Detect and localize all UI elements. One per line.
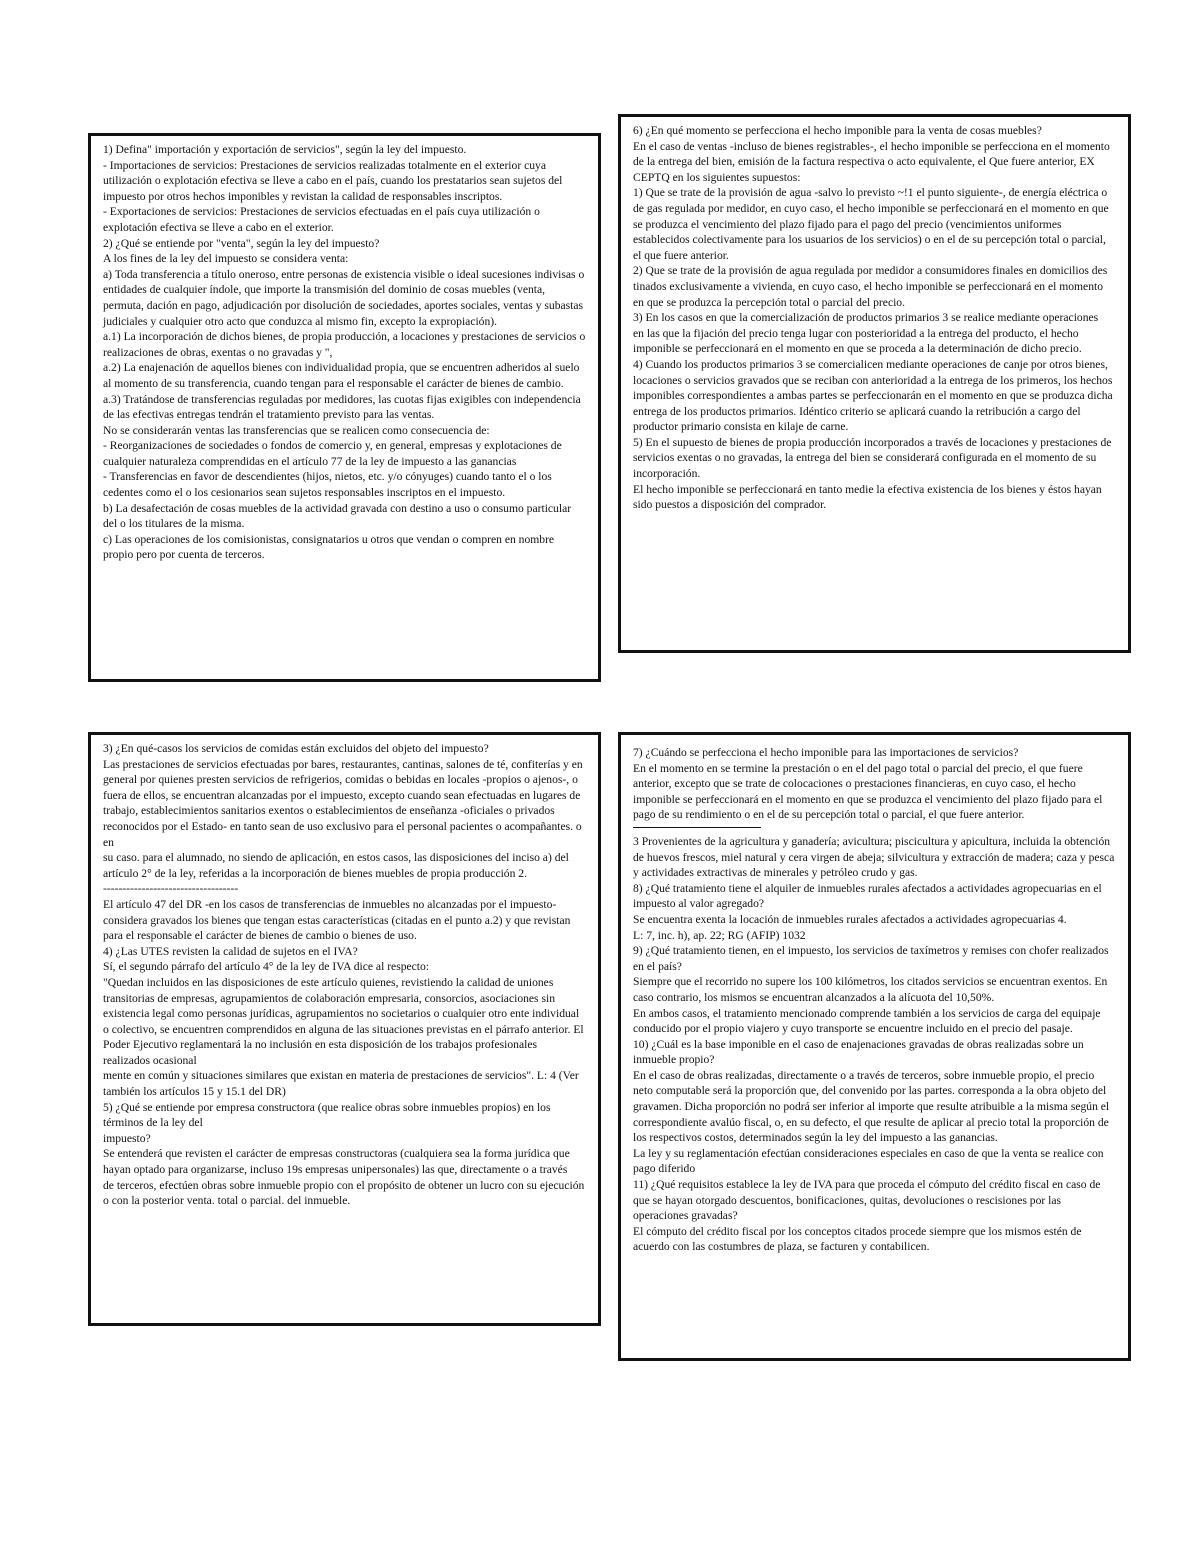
- paragraph: 11) ¿Qué requisitos establece la ley de IVA para que proceda el cómputo del crédito fiscal en caso de que se hayan otorgado descuentos, bonificaciones, quitas, devoluciones o rescisiones por las operaciones gravadas?: [633, 1178, 1101, 1223]
- paragraph: Las prestaciones de servicios efectuadas por bares, restaurantes, cantinas, salones de té, confiterías y en general por quienes presten servicios de refrigerios, comidas o bebidas en locales -propios o ajenos-, o fuera de ellos, se encuentran alcanzadas por el impuesto, excepto cuando sean efectuadas en lugares de trabajo, establecimientos sanitarios exentos o establecimientos de enseñanza -oficiales o privados reconocidos por el Estado- en tanto sean de uso exclusivo para el personal pacientes o acompañantes. o en su caso. para el alumnado, no siendo de aplicación, en estos casos, las disposiciones del inciso a) del artículo 2° de la ley, referidas a la incorporación de bienes muebles de propia producción 2.: [103, 757, 583, 880]
- paragraph: CEPTQ en los siguientes supuestos:: [633, 170, 801, 184]
- paragraph: 7) ¿Cuándo se perfecciona el hecho imponible para las importaciones de servicios?: [633, 746, 1019, 759]
- paragraph: - Transferencias en favor de descendientes (hijos, nietos, etc. y/o cónyuges) cuando tanto el o los cedentes como el o los cesionarios sean sujetos responsables inscriptos en el impuesto.: [103, 470, 552, 500]
- paragraph: 4) ¿Las UTES revisten la calidad de sujetos en el IVA?: [103, 944, 358, 958]
- paragraph: 4) Cuando los productos primarios 3 se comercialicen mediante operaciones de canje por otros bienes, locaciones o servicios gravados que se reciban con anterioridad a la entrega de los primeros, los hechos imponibles correspondientes a ambas partes se perfeccionarán en el momento en que se produzca dicha entrega de los productos primarios. Idéntico criterio se aplicará cuando la retribución a cargo del productor primario consista en kilaje de carne.: [633, 357, 1113, 434]
- text-box-bottom-left: [88, 732, 601, 1326]
- paragraph: 1) Defina" importación y exportación de servicios", según la ley del impuesto.: [103, 143, 467, 156]
- paragraph: 1) Que se trate de la provisión de agua -salvo lo previsto ~!1 el punto siguiente-, de energía eléctrica o de gas regulada por medidor, en cuyo caso, el hecho imponible se perfeccionará en el momento en que se produzca el vencimiento del plazo fijado para el pago del precio (vencimientos uniformes establecidos colectivamente para los usuarios de los servicios) o en el de su percepción total o parcial, el que fuere anterior.: [633, 186, 1109, 262]
- paragraph: a.3) Tratándose de transferencias reguladas por medidores, las cuotas fijas exigibles con independencia de las efectivas entregas tendrán el tratamiento previsto para las ventas.: [103, 392, 581, 422]
- paragraph: En el momento en se termine la prestación o en el del pago total o parcial del precio, el que fuere anterior, excepto que se trate de colocaciones o prestaciones financieras, en cuyo caso, el hecho imponible se perfeccionará en el momento en que se produzca el vencimiento del plazo fijado para el pago de su rendimiento o en el de su percepción total o parcial, el que fuere anterior.: [633, 761, 1103, 822]
- paragraph: 5) En el supuesto de bienes de propia producción incorporados a través de locaciones y prestaciones de servicios exentas o no gravadas, la entrega del bien se considerará configurada en el momento de su incorporación.: [633, 435, 1112, 481]
- text-box-top-right: [618, 114, 1131, 653]
- paragraph: En ambos casos, el tratamiento mencionado comprende también a los servicios de carga del equipaje conducido por el propio viajero y cuyo transporte se encuentre incluido en el precio del pasaje.: [633, 1006, 1101, 1036]
- paragraph: En el caso de obras realizadas, directamente o a través de terceros, sobre inmueble propio, el precio neto computable será la proporción que, del convenido por las partes. corresponda a la obra objeto del gravamen. Dicha proporción no podrá ser inferior al importe que resulte atribuible a la misma según el correspondiente avalúo fiscal, o, en su defecto, el que resulte de aplicar al precio total la proporción de los respectivos costos, determinados según la ley del impuesto a las ganancias.: [633, 1068, 1110, 1145]
- paragraph: 8) ¿Qué tratamiento tiene el alquiler de inmuebles rurales afectados a actividades agropecuarias en el impuesto al valor agregado?: [633, 881, 1102, 911]
- paragraph: El cómputo del crédito fiscal por los conceptos citados procede siempre que los mismos estén de acuerdo con las costumbres de plaza, se facturen y contabilicen.: [633, 1224, 1082, 1254]
- footnote-divider: [633, 827, 761, 828]
- paragraph: La ley y su reglamentación efectúan consideraciones especiales en caso de que la venta se realice con pago diferido: [633, 1146, 1104, 1176]
- paragraph: Sí, el segundo párrafo del artículo 4° de la ley de IVA dice al respecto:: [103, 960, 430, 974]
- paragraph: - Exportaciones de servicios: Prestaciones de servicios efectuadas en el país cuya utilización o explotación efectiva se lleve a cabo en el exterior.: [103, 205, 540, 234]
- text-box-top-left: [88, 133, 601, 682]
- footnote: 3 Provenientes de la agricultura y ganadería; avicultura; piscicultura y apicultura, incluida la obtención de huevos frescos, miel natural y cera virgen de abeja; silvicultura y extracción de madera; caza y pesca y actividades extractivas de minerales y petróleo crudo y gas.: [633, 834, 1115, 880]
- paragraph: - Importaciones de servicios: Prestaciones de servicios realizadas totalmente en el exterior cuya utilización o explotación efectiva se lleve a cabo en el país, cuando los prestatarios sean sujetos del impuesto por otros hechos imponibles y revistan la calidad de responsables inscriptos.: [103, 158, 563, 203]
- text-box-bottom-right: [618, 732, 1131, 1361]
- paragraph: b) La desafectación de cosas muebles de la actividad gravada con destino a uso o consumo particular del o los titulares de la misma.: [103, 501, 572, 531]
- paragraph: a.2) La enajenación de aquellos bienes con individualidad propia, que se encuentren adheridos al suelo al momento de su transferencia, cuando tengan para el responsable el carácter de bienes de cambio.: [103, 361, 580, 390]
- paragraph: 2) ¿Qué se entiende por "venta", según la ley del impuesto?: [103, 236, 380, 250]
- paragraph: L: 7, inc. h), ap. 22; RG (AFIP) 1032: [633, 928, 806, 942]
- paragraph: Siempre que el recorrido no supere los 100 kilómetros, los citados servicios se encuentran exentos. En caso contrario, los mismos se encuentran alcanzados a la alícuota del 10,50%.: [633, 975, 1108, 1004]
- paragraph: "Quedan incluidos en las disposiciones de este artículo quienes, revistiendo la calidad de uniones transitorias de empresas, agrupamientos de colaboración empresaria, consorcios, asociaciones sin existencia legal como personas jurídicas, agrupamientos no societarios o cualquier otro ente individual o colectivo, se encuentren comprendidos en alguna de las situaciones previstas en el párrafo anterior. El Poder Ejecutivo reglamentará la no inclusión en esta disposición de los trabajos profesionales realizados ocasional mente en común y situaciones similares que existan en materia de prestaciones de servicios". L: 4 (Ver también los artículos 15 y 15.1 del DR): [103, 975, 584, 1099]
- paragraph: a) Toda transferencia a título oneroso, entre personas de existencia visible o ideal sucesiones indivisas o entidades de cualquier índole, que importe la transmisión del dominio de cosas muebles (venta, permuta, dación en pago, adjudicación por disolución de sociedades, aportes sociales, ventas y subastas judiciales y cualquier otro acto que conduzca al mismo fin, excepto la expropiación).: [103, 267, 585, 328]
- dashed-separator: -----------------------------------: [103, 882, 239, 896]
- paragraph: Se encuentra exenta la locación de inmuebles rurales afectados a actividades agropecuarias 4.: [633, 912, 1067, 926]
- paragraph: 10) ¿Cuál es la base imponible en el caso de enajenaciones gravadas de obras realizadas sobre un inmueble propio?: [633, 1037, 1084, 1067]
- paragraph: 5) ¿Qué se entiende por empresa constructora (que realice obras sobre inmuebles propios) en los términos de la ley del impuesto?: [103, 1100, 551, 1145]
- paragraph: 9) ¿Qué tratamiento tienen, en el impuesto, los servicios de taxímetros y remises con chofer realizados en el país?: [633, 944, 1109, 973]
- paragraph: A los fines de la ley del impuesto se considera venta:: [103, 252, 349, 266]
- paragraph: 3) En los casos en que la comercialización de productos primarios 3 se realice mediante operaciones en las que la fijación del precio tenga lugar con posterioridad a la entrega del producto, el hecho imponible se perfeccionará en el momento en que se proceda a la determinación de dicho precio.: [633, 311, 1099, 356]
- paragraph: El artículo 47 del DR -en los casos de transferencias de inmuebles no alcanzadas por el impuesto- considera gravados los bienes que tengan estas características (citadas en el punto a.2) y que revistan para el responsable el carácter de bienes de cambio o bienes de uso.: [103, 897, 571, 943]
- paragraph: 3) ¿En qué-casos los servicios de comidas están excluidos del objeto del impuesto?: [103, 742, 489, 755]
- paragraph: El hecho imponible se perfeccionará en tanto medie la efectiva existencia de los bienes y éstos hayan sido puestos a disposición del comprador.: [633, 482, 1102, 512]
- paragraph: 6) ¿En qué momento se perfecciona el hecho imponible para la venta de cosas muebles?: [633, 124, 1042, 137]
- paragraph: c) Las operaciones de los comisionistas, consignatarios u otros que vendan o compren en nombre propio pero por cuenta de terceros.: [103, 532, 555, 562]
- paragraph: 2) Que se trate de la provisión de agua regulada por medidor a consumidores finales en domicilios des tinados exclusivamente a vivienda, en cuyo caso, el hecho imponible se perfeccionará en el momento en que se produzca la percepción total o parcial del precio.: [633, 264, 1108, 309]
- paragraph: No se considerarán ventas las transferencias que se realicen como consecuencia de:: [103, 423, 490, 437]
- paragraph: - Reorganizaciones de sociedades o fondos de comercio y, en general, empresas y explotaciones de cualquier naturaleza comprendidas en el artículo 77 de la ley de impuesto a las ganancias: [103, 439, 562, 468]
- paragraph: a.1) La incorporación de dichos bienes, de propia producción, a locaciones y prestaciones de servicios o realizaciones de obras, exentas o no gravadas y ",: [103, 330, 586, 359]
- paragraph: Se entenderá que revisten el carácter de empresas constructoras (cualquiera sea la forma jurídica que hayan optado para organizarse, incluso 19s empresas unipersonales) las que, directamente o a través de terceros, efectúen obras sobre inmueble propio con el propósito de obtener un lucro con su ejecución o con la posterior venta. total o parcial. del inmueble.: [103, 1147, 585, 1208]
- paragraph: En el caso de ventas -incluso de bienes registrables-, el hecho imponible se perfecciona en el momento de la entrega del bien, emisión de la factura respectiva o acto equivalente, el Que fuere anterior, EX: [633, 139, 1110, 169]
